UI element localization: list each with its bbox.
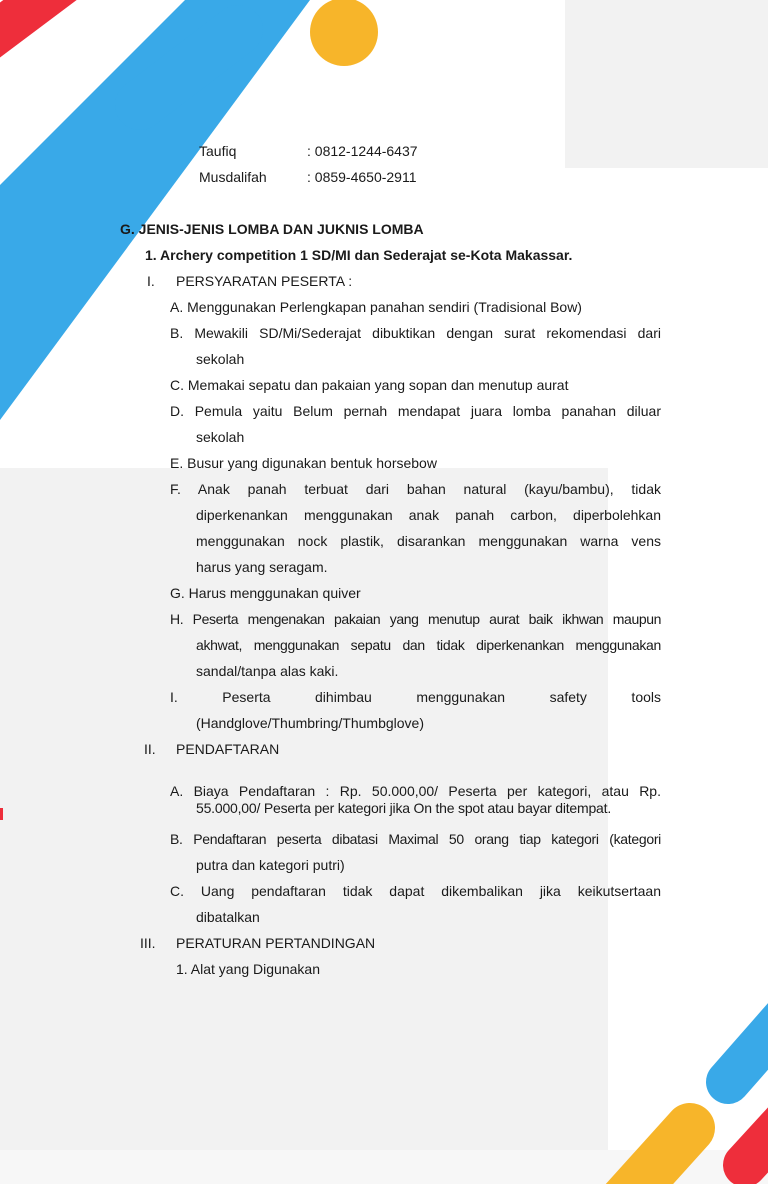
requirement-item: D. Pemula yaitu Belum pernah mendapat juara lomba panahan diluar bbox=[170, 403, 661, 419]
requirement-item: F. Anak panah terbuat dari bahan natural (kayu/bambu), tidak bbox=[170, 481, 661, 497]
contact-name: Taufiq bbox=[199, 143, 237, 159]
registration-item-continuation: putra dan kategori putri) bbox=[196, 857, 345, 873]
registration-item: A. Biaya Pendaftaran : Rp. 50.000,00/ Peserta per kategori, atau Rp. bbox=[170, 783, 661, 799]
requirement-item: H. Peserta mengenakan pakaian yang menutup aurat baik ikhwan maupun bbox=[170, 611, 661, 627]
registration-item: B. Pendaftaran peserta dibatasi Maximal 50 orang tiap kategori (kategori bbox=[170, 831, 661, 847]
rules-item: 1. Alat yang Digunakan bbox=[176, 961, 320, 977]
requirement-item: I. Peserta dihimbau menggunakan safety tools bbox=[170, 689, 661, 705]
registration-item: C. Uang pendaftaran tidak dapat dikembalikan jika keikutsertaan bbox=[170, 883, 661, 899]
contact-name: Musdalifah bbox=[199, 169, 267, 185]
requirement-item: E. Busur yang digunakan bentuk horsebow bbox=[170, 455, 437, 471]
competition-title: 1. Archery competition 1 SD/MI dan Sederajat se-Kota Makassar. bbox=[145, 247, 573, 263]
requirement-item-continuation: diperkenankan menggunakan anak panah carbon, diperbolehkan bbox=[196, 507, 661, 523]
part-heading-pendaftaran: PENDAFTARAN bbox=[176, 741, 280, 757]
part-heading-number: II. bbox=[144, 741, 156, 757]
registration-item-continuation: dibatalkan bbox=[196, 909, 260, 925]
part-heading-persyaratan: PERSYARATAN PESERTA : bbox=[176, 273, 353, 289]
requirement-item: G. Harus menggunakan quiver bbox=[170, 585, 361, 601]
requirement-item-continuation: akhwat, menggunakan sepatu dan tidak diperkenankan menggunakan bbox=[196, 637, 661, 653]
requirement-item-continuation: sekolah bbox=[196, 429, 245, 445]
part-heading-peraturan: PERATURAN PERTANDINGAN bbox=[176, 935, 376, 951]
part-heading-number: III. bbox=[140, 935, 156, 951]
registration-item-continuation: 55.000,00/ Peserta per kategori jika On the spot atau bayar ditempat. bbox=[196, 800, 612, 816]
part-heading-number: I. bbox=[147, 273, 155, 289]
contact-phone: : 0812-1244-6437 bbox=[307, 143, 418, 159]
requirement-item: A. Menggunakan Perlengkapan panahan sendiri (Tradisional Bow) bbox=[170, 299, 582, 315]
requirement-item-continuation: sekolah bbox=[196, 351, 245, 367]
requirement-item-continuation: harus yang seragam. bbox=[196, 559, 328, 575]
requirement-item: B. Mewakili SD/Mi/Sederajat dibuktikan dengan surat rekomendasi dari bbox=[170, 325, 661, 341]
contact-phone: : 0859-4650-2911 bbox=[307, 169, 417, 185]
requirement-item-continuation: (Handglove/Thumbring/Thumbglove) bbox=[196, 715, 424, 731]
requirement-item-continuation: sandal/tanpa alas kaki. bbox=[196, 663, 339, 679]
section-heading: G. JENIS-JENIS LOMBA DAN JUKNIS LOMBA bbox=[120, 221, 424, 237]
requirement-item-continuation: menggunakan nock plastik, disarankan menggunakan warna vens bbox=[196, 533, 661, 549]
requirement-item: C. Memakai sepatu dan pakaian yang sopan dan menutup aurat bbox=[170, 377, 569, 393]
